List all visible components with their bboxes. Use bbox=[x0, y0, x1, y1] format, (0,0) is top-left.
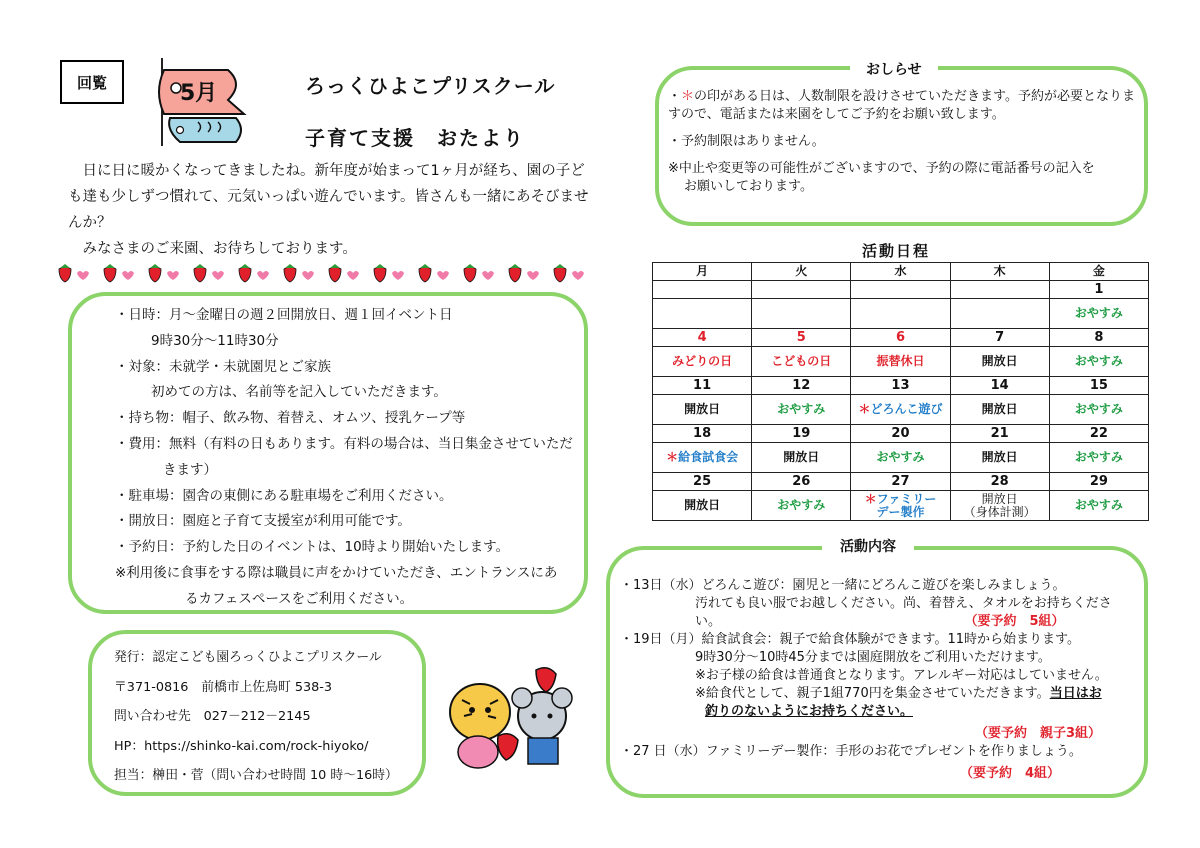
date-row bbox=[653, 281, 1149, 299]
date-cell: 25 bbox=[653, 473, 752, 491]
event-cell-reservation: ＊給食試食会 bbox=[653, 443, 752, 473]
activities-content bbox=[620, 577, 1140, 783]
event-cell: 開放日 bbox=[653, 395, 752, 425]
date-row bbox=[653, 377, 1149, 395]
reservation-note: （要予約 5組） bbox=[971, 614, 1065, 629]
date-row bbox=[653, 425, 1149, 443]
date-cell: 18 bbox=[653, 425, 752, 443]
info-line: きます） bbox=[163, 461, 217, 478]
event-cell: 開放日 bbox=[950, 395, 1049, 425]
info-line: ※利用後に食事をする際は職員に声をかけていただき、エントランスにあ bbox=[115, 564, 558, 581]
info-line: ・開放日：園庭と子育て支援室が利用可能です。 bbox=[115, 513, 411, 530]
event-row bbox=[653, 299, 1149, 329]
weekday-header: 木 bbox=[950, 263, 1049, 281]
date-cell: 14 bbox=[950, 377, 1049, 395]
info-line: 9時30分～11時30分 bbox=[151, 332, 279, 349]
activity-item: ・13日（水）どろんこ遊び：園児と一緒にどろんこ遊びを楽しみましょう。 bbox=[620, 578, 1066, 593]
month-badge: 5月 bbox=[180, 81, 218, 106]
date-cell: 22 bbox=[1049, 425, 1148, 443]
notice-heading: おしらせ bbox=[850, 59, 938, 79]
date-cell: 6 bbox=[851, 329, 950, 347]
star-mark: ＊ bbox=[681, 89, 695, 104]
activity-detail: ※お子様の給食は普通食となります。アレルギー対応はしていません。 bbox=[695, 668, 1108, 683]
event-cell-reservation: ＊ファミリー デー製作 bbox=[851, 491, 950, 521]
event-cell: おやすみ bbox=[1049, 395, 1148, 425]
newsletter-subtitle bbox=[305, 122, 547, 151]
activity-detail: 9時30分～10時45分までは園庭開放をご利用いただけます。 bbox=[695, 650, 1051, 665]
calendar-title: 活動日程 bbox=[862, 242, 931, 260]
date-cell bbox=[851, 281, 950, 299]
info-line: 初めての方は、名前等を記入していただきます。 bbox=[151, 384, 447, 401]
info-line: ・駐車場：園舎の東側にある駐車場をご利用ください。 bbox=[115, 487, 453, 504]
homepage-link[interactable]: HP：https://shinko-kai.com/rock-hiyoko/ bbox=[114, 738, 369, 754]
event-cell: おやすみ bbox=[752, 491, 851, 521]
intro-text bbox=[68, 158, 598, 262]
reservation-note: （要予約 4組） bbox=[960, 766, 1061, 781]
event-cell bbox=[653, 299, 752, 329]
date-cell: 19 bbox=[752, 425, 851, 443]
date-cell bbox=[752, 281, 851, 299]
event-cell: おやすみ bbox=[1049, 491, 1148, 521]
emphasis-text: 当日はお bbox=[1049, 686, 1102, 701]
notice-no-limit: ・予約制限はありません。 bbox=[668, 134, 825, 149]
info-line: ・持ち物：帽子、飲み物、着替え、オムツ、授乳ケープ等 bbox=[115, 410, 466, 427]
date-cell bbox=[653, 281, 752, 299]
kairan-label: 回覧 bbox=[60, 60, 124, 104]
event-row bbox=[653, 491, 1149, 521]
address-text: 〒371-0816 前橋市上佐鳥町 538-3 bbox=[114, 679, 333, 695]
event-cell: 開放日 （身体計測） bbox=[950, 491, 1049, 521]
event-cell: 開放日 bbox=[752, 443, 851, 473]
intro-paragraph-2: みなさまのご来園、お待ちしております。 bbox=[82, 241, 357, 257]
date-cell: 29 bbox=[1049, 473, 1148, 491]
activity-detail: 汚れても良い服でお越しください。尚、着替え、タオルをお持ちくださ bbox=[695, 596, 1112, 611]
contact-info bbox=[114, 643, 398, 791]
tiger-mouse-illustration bbox=[438, 660, 588, 780]
date-cell: 27 bbox=[851, 473, 950, 491]
event-cell bbox=[851, 299, 950, 329]
activity-detail: い。 （要予約 5組） bbox=[695, 614, 1065, 629]
event-cell: こどもの日 bbox=[752, 347, 851, 377]
date-cell: 8 bbox=[1049, 329, 1148, 347]
weekday-header: 金 bbox=[1049, 263, 1148, 281]
info-line: ・日時：月～金曜日の週２回開放日、週１回イベント日 bbox=[115, 307, 453, 323]
event-cell: おやすみ bbox=[1049, 299, 1148, 329]
school-title: ろっくひよこプリスクール bbox=[305, 74, 556, 98]
notice-cancellation: ※中止や変更等の可能性がございますので、予約の際に電話番号の記入を お願いしております。 bbox=[668, 161, 1095, 194]
info-list bbox=[115, 303, 585, 613]
event-cell: おやすみ bbox=[851, 443, 950, 473]
star-mark: ＊ bbox=[858, 402, 871, 416]
activity-item: ・27 日（水）ファミリーデー製作：手形のお花でプレゼントを作りましょう。 bbox=[620, 744, 1082, 759]
event-cell: 開放日 bbox=[950, 443, 1049, 473]
intro-paragraph-1: 日に日に暖かくなってきましたね。新年度が始まって1ヶ月が経ち、園の子ども達も少しずつ慣れて、元気いっぱい遊んでいます。皆さんも一緒にあそびませんか？ bbox=[68, 163, 589, 231]
event-cell bbox=[950, 299, 1049, 329]
date-cell: 28 bbox=[950, 473, 1049, 491]
event-cell: 振替休日 bbox=[851, 347, 950, 377]
event-row bbox=[653, 347, 1149, 377]
event-cell: 開放日 bbox=[653, 491, 752, 521]
star-mark: ＊ bbox=[864, 491, 877, 506]
reservation-note: （要予約 親子3組） bbox=[975, 726, 1102, 741]
date-cell: 11 bbox=[653, 377, 752, 395]
notice-reservation: ・＊の印がある日は、人数制限を設けさせていただきます。予約が必要となりますので、電話または来園をしてご予約をお願い致します。 bbox=[668, 89, 1135, 122]
issuer-text: 発行：認定こども園ろっくひよこプリスクール bbox=[114, 650, 382, 665]
event-cell-reservation: ＊どろんこ遊び bbox=[851, 395, 950, 425]
event-cell: おやすみ bbox=[752, 395, 851, 425]
info-line: ・対象：未就学・未就園児とご家族 bbox=[115, 358, 331, 375]
phone-text: 問い合わせ先 027－212－2145 bbox=[114, 709, 311, 724]
info-line: ・予約日：予約した日のイベントは、10時より開始いたします。 bbox=[115, 539, 510, 556]
date-cell: 4 bbox=[653, 329, 752, 347]
date-row bbox=[653, 473, 1149, 491]
date-cell: 21 bbox=[950, 425, 1049, 443]
weekday-header: 水 bbox=[851, 263, 950, 281]
activity-calendar bbox=[652, 262, 1149, 521]
strawberry-divider bbox=[55, 263, 600, 283]
subtitle-part-b: おたより bbox=[437, 126, 525, 150]
info-line: るカフェスペースをご利用ください。 bbox=[185, 590, 414, 607]
event-row bbox=[653, 443, 1149, 473]
star-mark: ＊ bbox=[666, 450, 679, 464]
emphasis-text: 釣りのないようにお持ちください。 bbox=[705, 704, 914, 719]
date-cell: 7 bbox=[950, 329, 1049, 347]
calendar-header-row bbox=[653, 263, 1149, 281]
date-cell: 26 bbox=[752, 473, 851, 491]
subtitle-part-a: 子育て支援 bbox=[305, 126, 415, 150]
date-cell: 5 bbox=[752, 329, 851, 347]
date-cell: 12 bbox=[752, 377, 851, 395]
date-row bbox=[653, 329, 1149, 347]
info-line: ・費用：無料（有料の日もあります。有料の場合は、当日集金させていただ bbox=[115, 435, 573, 452]
date-cell: 13 bbox=[851, 377, 950, 395]
date-cell: 15 bbox=[1049, 377, 1148, 395]
staff-text: 担当：榊田・菅（問い合わせ時間 10 時～16時） bbox=[114, 768, 398, 783]
date-cell bbox=[950, 281, 1049, 299]
activity-detail: ※給食代として、親子1組770円を集金させていただきます。当日はお bbox=[695, 686, 1102, 701]
date-cell: 1 bbox=[1049, 281, 1148, 299]
event-cell: おやすみ bbox=[1049, 347, 1148, 377]
activities-heading: 活動内容 bbox=[822, 536, 914, 556]
event-cell: みどりの日 bbox=[653, 347, 752, 377]
weekday-header: 火 bbox=[752, 263, 851, 281]
weekday-header: 月 bbox=[653, 263, 752, 281]
event-cell: おやすみ bbox=[1049, 443, 1148, 473]
event-cell bbox=[752, 299, 851, 329]
notice-content bbox=[668, 88, 1138, 196]
event-cell: 開放日 bbox=[950, 347, 1049, 377]
date-cell: 20 bbox=[851, 425, 950, 443]
event-row bbox=[653, 395, 1149, 425]
activity-item: ・19日（月）給食試食会：親子で給食体験ができます。11時から始まります。 bbox=[620, 632, 1081, 647]
